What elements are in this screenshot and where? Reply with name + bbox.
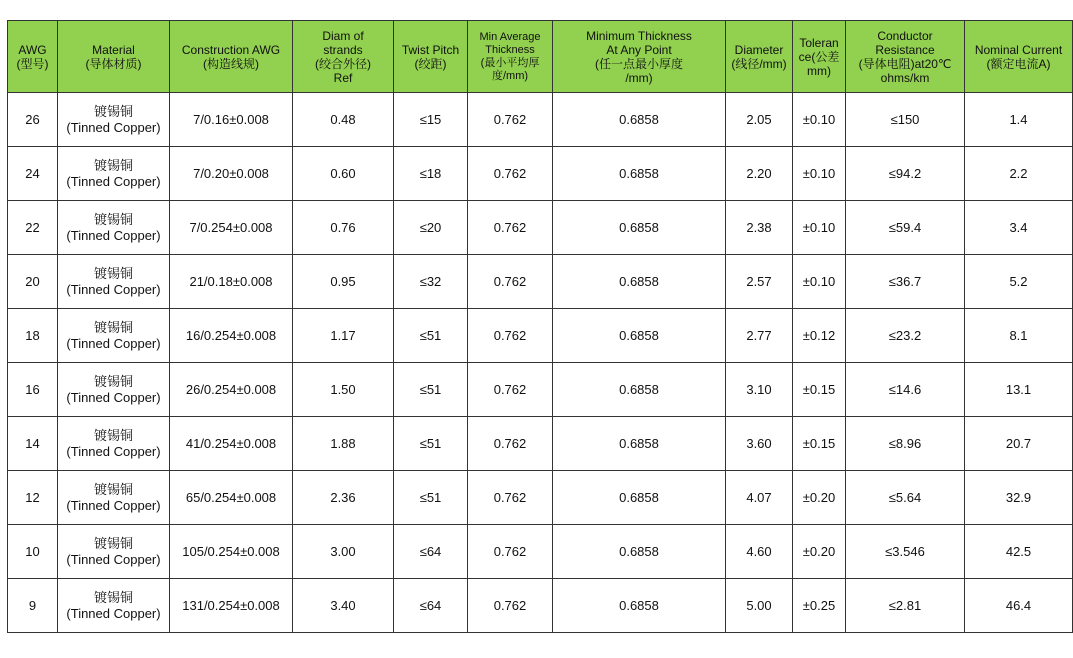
header-line: strands: [323, 42, 363, 57]
cell-tolerance: ±0.25: [793, 579, 846, 633]
cell-min-thickness: 0.6858: [553, 579, 726, 633]
cell-twist-pitch: ≤64: [394, 525, 468, 579]
cell-construction: 65/0.254±0.008: [170, 471, 293, 525]
cell-material: [58, 579, 170, 633]
cell-diameter: 2.38: [726, 201, 793, 255]
material-english: (Tinned Copper): [66, 389, 161, 405]
cell-min-average-thickness: 0.762: [468, 93, 553, 147]
cell-resistance: ≤36.7: [846, 255, 965, 309]
cell-resistance: ≤94.2: [846, 147, 965, 201]
header-line: (导体电阻)at20℃: [858, 56, 952, 71]
cell-min-average-thickness: 0.762: [468, 363, 553, 417]
header-line: Minimum Thickness: [586, 28, 692, 43]
header-line: (最小平均厚: [480, 56, 540, 69]
cell-min-thickness: 0.6858: [553, 93, 726, 147]
cell-strand-diameter: 0.95: [293, 255, 394, 309]
cell-construction: 105/0.254±0.008: [170, 525, 293, 579]
material-chinese: 镀锡铜: [93, 373, 133, 389]
header-line: /mm): [625, 70, 653, 85]
table-row: [8, 363, 1073, 417]
material-english: (Tinned Copper): [66, 281, 161, 297]
cell-tolerance: ±0.15: [793, 417, 846, 471]
cell-strand-diameter: 0.48: [293, 93, 394, 147]
cell-nominal-current: 5.2: [965, 255, 1073, 309]
header-line: AWG: [18, 42, 47, 57]
cell-tolerance: ±0.20: [793, 525, 846, 579]
cell-resistance: ≤14.6: [846, 363, 965, 417]
header-line: Thickness: [485, 43, 535, 56]
cell-diameter: 3.60: [726, 417, 793, 471]
cell-strand-diameter: 1.17: [293, 309, 394, 363]
header-line: Toleran: [799, 35, 839, 50]
cell-construction: 131/0.254±0.008: [170, 579, 293, 633]
material-chinese: 镀锡铜: [93, 103, 133, 119]
cell-strand-diameter: 0.60: [293, 147, 394, 201]
cell-min-average-thickness: 0.762: [468, 471, 553, 525]
cell-resistance: ≤2.81: [846, 579, 965, 633]
header-line: (绞距): [414, 56, 447, 71]
cell-resistance: ≤8.96: [846, 417, 965, 471]
material-english: (Tinned Copper): [66, 443, 161, 459]
cell-twist-pitch: ≤51: [394, 471, 468, 525]
header-line: (任一点最小厚度: [595, 56, 683, 71]
cell-strand-diameter: 3.00: [293, 525, 394, 579]
cell-min-thickness: 0.6858: [553, 417, 726, 471]
material-chinese: 镀锡铜: [93, 319, 133, 335]
wire-spec-table: [7, 20, 1073, 633]
header-nominal-current: [965, 21, 1073, 93]
cell-construction: 26/0.254±0.008: [170, 363, 293, 417]
cell-resistance: ≤3.546: [846, 525, 965, 579]
cell-min-average-thickness: 0.762: [468, 525, 553, 579]
cell-awg: 20: [8, 255, 58, 309]
header-line: Twist Pitch: [401, 42, 460, 57]
material-english: (Tinned Copper): [66, 551, 161, 567]
cell-nominal-current: 8.1: [965, 309, 1073, 363]
cell-awg: 18: [8, 309, 58, 363]
cell-resistance: ≤150: [846, 93, 965, 147]
cell-strand-diameter: 1.88: [293, 417, 394, 471]
cell-min-thickness: 0.6858: [553, 201, 726, 255]
header-line: mm): [807, 63, 831, 78]
cell-strand-diameter: 0.76: [293, 201, 394, 255]
cell-diameter: 2.20: [726, 147, 793, 201]
cell-resistance: ≤59.4: [846, 201, 965, 255]
cell-twist-pitch: ≤51: [394, 417, 468, 471]
cell-diameter: 4.60: [726, 525, 793, 579]
material-chinese: 镀锡铜: [93, 535, 133, 551]
cell-awg: 9: [8, 579, 58, 633]
cell-nominal-current: 46.4: [965, 579, 1073, 633]
cell-tolerance: ±0.15: [793, 363, 846, 417]
material-english: (Tinned Copper): [66, 497, 161, 513]
table-row: [8, 147, 1073, 201]
header-min-thickness: [553, 21, 726, 93]
cell-diameter: 2.57: [726, 255, 793, 309]
cell-diameter: 3.10: [726, 363, 793, 417]
header-line: Diameter: [734, 42, 784, 57]
table-row: [8, 417, 1073, 471]
cell-min-average-thickness: 0.762: [468, 417, 553, 471]
material-chinese: 镀锡铜: [93, 589, 133, 605]
cell-material: [58, 201, 170, 255]
header-line: (型号): [16, 56, 49, 71]
cell-twist-pitch: ≤15: [394, 93, 468, 147]
cell-diameter: 4.07: [726, 471, 793, 525]
material-chinese: 镀锡铜: [93, 265, 133, 281]
cell-construction: 21/0.18±0.008: [170, 255, 293, 309]
cell-material: [58, 147, 170, 201]
material-chinese: 镀锡铜: [93, 157, 133, 173]
cell-nominal-current: 3.4: [965, 201, 1073, 255]
cell-material: [58, 309, 170, 363]
header-line: (导体材质): [85, 56, 142, 71]
header-line: (绞合外径): [315, 56, 371, 71]
table-row: [8, 309, 1073, 363]
header-line: Min Average: [479, 30, 541, 43]
cell-resistance: ≤23.2: [846, 309, 965, 363]
header-tolerance: [793, 21, 846, 93]
material-chinese: 镀锡铜: [93, 211, 133, 227]
cell-tolerance: ±0.10: [793, 255, 846, 309]
cell-nominal-current: 32.9: [965, 471, 1073, 525]
material-english: (Tinned Copper): [66, 227, 161, 243]
cell-min-average-thickness: 0.762: [468, 201, 553, 255]
header-strand-diameter: [293, 21, 394, 93]
header-line: Nominal Current: [974, 42, 1063, 57]
header-line: Construction AWG: [181, 42, 281, 57]
header-line: ohms/km: [880, 70, 930, 85]
header-line: ce(公差: [798, 49, 840, 64]
header-twist-pitch: [394, 21, 468, 93]
cell-diameter: 2.05: [726, 93, 793, 147]
table-row: [8, 525, 1073, 579]
cell-material: [58, 525, 170, 579]
cell-strand-diameter: 1.50: [293, 363, 394, 417]
header-diameter: [726, 21, 793, 93]
cell-twist-pitch: ≤32: [394, 255, 468, 309]
table-row: [8, 93, 1073, 147]
cell-awg: 22: [8, 201, 58, 255]
cell-tolerance: ±0.10: [793, 147, 846, 201]
cell-min-thickness: 0.6858: [553, 255, 726, 309]
header-line: 度/mm): [491, 69, 529, 82]
cell-material: [58, 471, 170, 525]
cell-tolerance: ±0.12: [793, 309, 846, 363]
cell-strand-diameter: 3.40: [293, 579, 394, 633]
cell-twist-pitch: ≤51: [394, 363, 468, 417]
cell-material: [58, 93, 170, 147]
cell-strand-diameter: 2.36: [293, 471, 394, 525]
cell-min-average-thickness: 0.762: [468, 255, 553, 309]
cell-awg: 12: [8, 471, 58, 525]
cell-construction: 16/0.254±0.008: [170, 309, 293, 363]
cell-min-thickness: 0.6858: [553, 147, 726, 201]
header-line: (额定电流A): [986, 56, 1051, 71]
material-chinese: 镀锡铜: [93, 481, 133, 497]
cell-construction: 7/0.20±0.008: [170, 147, 293, 201]
cell-nominal-current: 1.4: [965, 93, 1073, 147]
cell-material: [58, 417, 170, 471]
cell-tolerance: ±0.10: [793, 201, 846, 255]
table-row: [8, 579, 1073, 633]
header-line: Resistance: [875, 42, 935, 57]
cell-twist-pitch: ≤51: [394, 309, 468, 363]
header-awg: [8, 21, 58, 93]
cell-tolerance: ±0.20: [793, 471, 846, 525]
cell-min-thickness: 0.6858: [553, 309, 726, 363]
cell-nominal-current: 2.2: [965, 147, 1073, 201]
cell-twist-pitch: ≤18: [394, 147, 468, 201]
cell-min-average-thickness: 0.762: [468, 309, 553, 363]
table-row: [8, 201, 1073, 255]
header-line: (构造线规): [203, 56, 259, 71]
cell-nominal-current: 13.1: [965, 363, 1073, 417]
header-min-average-thickness: [468, 21, 553, 93]
header-resistance: [846, 21, 965, 93]
cell-construction: 41/0.254±0.008: [170, 417, 293, 471]
header-line: (线径/mm): [731, 56, 787, 71]
cell-awg: 16: [8, 363, 58, 417]
cell-min-average-thickness: 0.762: [468, 579, 553, 633]
material-english: (Tinned Copper): [66, 335, 161, 351]
cell-twist-pitch: ≤64: [394, 579, 468, 633]
cell-material: [58, 363, 170, 417]
table-row: [8, 255, 1073, 309]
header-line: At Any Point: [606, 42, 672, 57]
cell-construction: 7/0.16±0.008: [170, 93, 293, 147]
cell-twist-pitch: ≤20: [394, 201, 468, 255]
cell-material: [58, 255, 170, 309]
header-construction: [170, 21, 293, 93]
cell-diameter: 2.77: [726, 309, 793, 363]
header-line: Material: [92, 42, 135, 57]
cell-nominal-current: 42.5: [965, 525, 1073, 579]
cell-construction: 7/0.254±0.008: [170, 201, 293, 255]
cell-awg: 14: [8, 417, 58, 471]
table-row: [8, 471, 1073, 525]
material-chinese: 镀锡铜: [93, 427, 133, 443]
material-english: (Tinned Copper): [66, 173, 161, 189]
cell-diameter: 5.00: [726, 579, 793, 633]
table-body: [8, 93, 1073, 633]
cell-min-thickness: 0.6858: [553, 471, 726, 525]
header-line: Conductor: [877, 28, 933, 43]
header-line: Diam of: [322, 28, 364, 43]
material-english: (Tinned Copper): [66, 605, 161, 621]
header-row: [8, 21, 1073, 93]
material-english: (Tinned Copper): [66, 119, 161, 135]
header-line: Ref: [333, 70, 353, 85]
cell-min-thickness: 0.6858: [553, 525, 726, 579]
cell-awg: 26: [8, 93, 58, 147]
cell-awg: 10: [8, 525, 58, 579]
cell-min-average-thickness: 0.762: [468, 147, 553, 201]
cell-tolerance: ±0.10: [793, 93, 846, 147]
cell-awg: 24: [8, 147, 58, 201]
cell-resistance: ≤5.64: [846, 471, 965, 525]
cell-nominal-current: 20.7: [965, 417, 1073, 471]
header-material: [58, 21, 170, 93]
cell-min-thickness: 0.6858: [553, 363, 726, 417]
